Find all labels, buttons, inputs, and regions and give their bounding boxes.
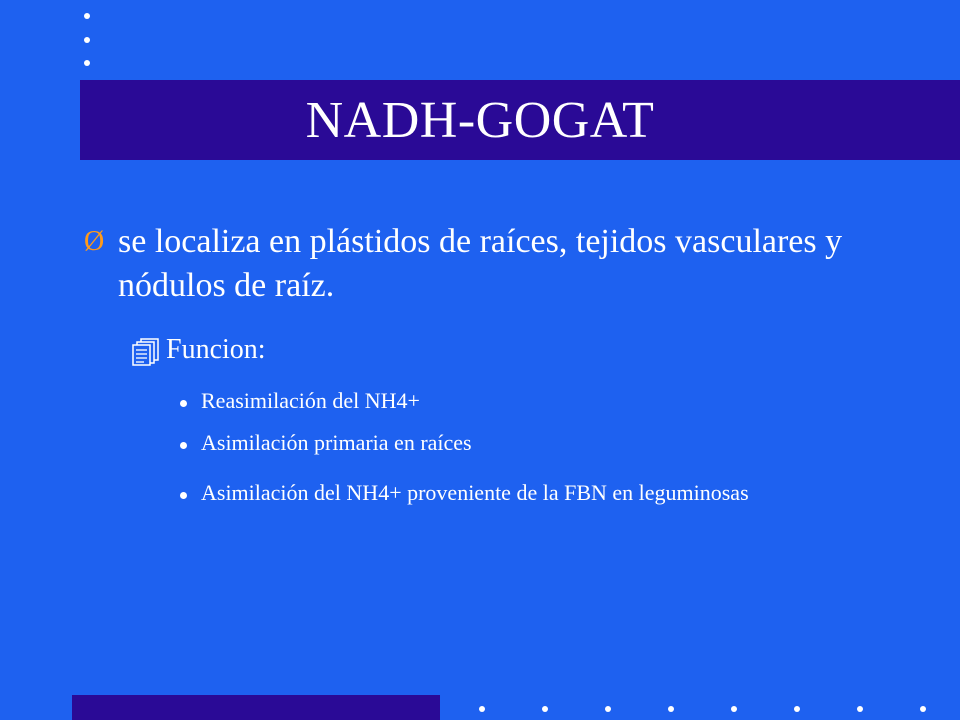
bullet-level-1 <box>84 220 904 308</box>
decor-dot <box>84 37 90 43</box>
bullet-level-3-text: Reasimilación del NH4+ <box>201 388 420 413</box>
footer-bar <box>72 695 440 720</box>
dot-bullet-icon <box>180 492 187 499</box>
bullet-level-3-text: Asimilación del NH4+ proveniente de la FBN en leguminosas <box>201 480 749 505</box>
decor-dot <box>668 706 674 712</box>
decor-dot <box>479 706 485 712</box>
bullet-level-2-text: Funcion: <box>166 334 266 365</box>
decor-dot <box>84 13 90 19</box>
bullet-level-3 <box>180 478 860 508</box>
decor-dot <box>84 60 90 66</box>
decor-dot <box>731 706 737 712</box>
decor-dot <box>920 706 926 712</box>
bullet-level-3 <box>180 428 860 458</box>
dot-bullet-icon <box>180 400 187 407</box>
decor-dot <box>542 706 548 712</box>
bullet-level-3 <box>180 386 860 416</box>
bullet-level-1-text: se localiza en plástidos de raíces, tejidos vasculares y nódulos de raíz. <box>118 223 843 304</box>
decor-dot <box>794 706 800 712</box>
decor-dot <box>857 706 863 712</box>
document-stack-icon <box>132 338 160 366</box>
dot-bullet-icon <box>180 442 187 449</box>
bullet-level-2 <box>132 330 892 370</box>
slide-title: NADH-GOGAT <box>305 92 655 149</box>
decor-dot <box>605 706 611 712</box>
bullet-level-3-text: Asimilación primaria en raíces <box>201 430 472 455</box>
arrow-bullet-icon: Ø <box>84 226 105 257</box>
